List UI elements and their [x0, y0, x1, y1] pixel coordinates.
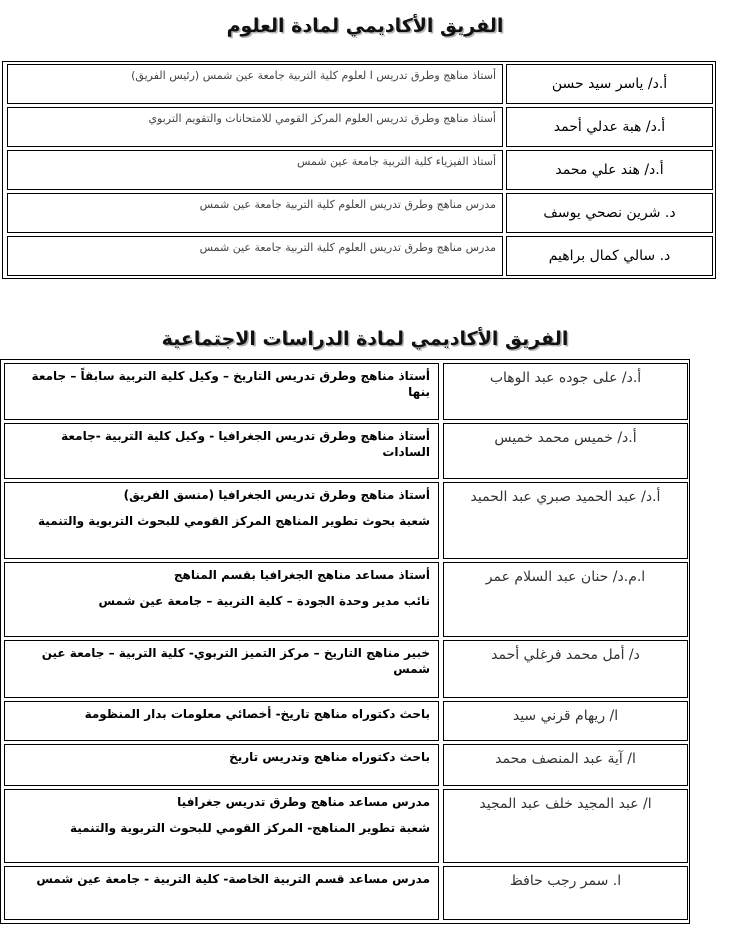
- member-role: [4, 423, 439, 479]
- table-row: [5, 150, 713, 190]
- table-row: [4, 701, 688, 741]
- member-name: أ.د/ ياسر سيد حسن: [506, 64, 713, 104]
- table-row: [5, 107, 713, 147]
- member-role: أستاذ الفيزياء كلية التربية جامعة عين شمس: [7, 150, 503, 190]
- member-name: ا/ آية عبد المنصف محمد: [443, 744, 688, 786]
- member-role: أستاذ مناهج وطرق تدريس ا لعلوم كلية التربية جامعة عين شمس (رئيس الفريق): [7, 64, 503, 104]
- member-role: [4, 562, 439, 637]
- member-name: أ.د/ خميس محمد خميس: [443, 423, 688, 479]
- table-row: [5, 64, 713, 104]
- member-name: ا/ عبد المجيد خلف عبد المجيد: [443, 789, 688, 863]
- table-row: [4, 744, 688, 786]
- table-row: [4, 789, 688, 863]
- member-name: أ.د/ عبد الحميد صبري عبد الحميد: [443, 482, 688, 559]
- table-row: [4, 423, 688, 479]
- member-name: ا/ ريهام قرني سيد: [443, 701, 688, 741]
- science-team-table: [2, 61, 716, 279]
- table-row: [4, 640, 688, 698]
- table-row: [4, 482, 688, 559]
- role-line: شعبة تطوير المناهج- المركز القومي للبحوث التربوية والتنمية: [69, 821, 430, 835]
- table-row: [4, 866, 688, 920]
- member-name: أ.د/ هند علي محمد: [506, 150, 713, 190]
- member-role: أستاذ مناهج وطرق تدريس العلوم المركز القومي للامتحانات والتقويم التربوي: [7, 107, 503, 147]
- member-role: [4, 482, 439, 559]
- role-line: مدرس مساعد مناهج وطرق تدريس جغرافيا: [177, 795, 430, 809]
- member-name: ا. سمر رجب حافظ: [443, 866, 688, 920]
- table-row: [4, 363, 688, 420]
- member-role: [4, 640, 439, 698]
- member-name: ا.م.د/ حنان عبد السلام عمر: [443, 562, 688, 637]
- science-team-title: الفريق الأكاديمي لمادة العلوم: [226, 15, 504, 37]
- table-row: [4, 562, 688, 637]
- member-name: د/ أمل محمد فرغلي أحمد: [443, 640, 688, 698]
- table-row: [5, 236, 713, 276]
- member-role: [4, 789, 439, 863]
- role-line: باحث دكتوراه مناهج وتدريس تاريخ: [229, 750, 430, 764]
- role-line: أستاذ مساعد مناهج الجغرافيا بقسم المناهج: [173, 568, 430, 582]
- role-line: باحث دكتوراه مناهج تاريخ- أخصائي معلومات بدار المنظومة: [84, 707, 430, 721]
- member-role: [4, 744, 439, 786]
- role-line: أستاذ مناهج وطرق تدريس الجغرافيا (منسق الفريق): [123, 488, 430, 502]
- role-line: نائب مدير وحدة الجودة – كلية التربية – جامعة عين شمس: [98, 594, 430, 608]
- social-studies-team-table: [0, 359, 690, 924]
- role-line: مدرس مساعد قسم التربية الخاصة- كلية التربية - جامعة عين شمس: [36, 872, 430, 886]
- member-name: د. سالي كمال براهيم: [506, 236, 713, 276]
- role-line: أستاذ مناهج وطرق تدريس الجغرافيا - وكيل كلية التربية -جامعة السادات: [61, 429, 430, 459]
- member-name: أ.د/ على جوده عبد الوهاب: [443, 363, 688, 420]
- member-role: [4, 363, 439, 420]
- member-name: د. شرين نصحي يوسف: [506, 193, 713, 233]
- role-line: خبير مناهج التاريخ – مركز التميز التربوي- كلية التربية – جامعة عين شمس: [41, 646, 430, 676]
- member-role: [4, 701, 439, 741]
- member-role: مدرس مناهج وطرق تدريس العلوم كلية التربية جامعة عين شمس: [7, 193, 503, 233]
- member-name: أ.د/ هبة عدلي أحمد: [506, 107, 713, 147]
- member-role: [4, 866, 439, 920]
- social-studies-team-title: الفريق الأكاديمي لمادة الدراسات الاجتماعية: [161, 328, 569, 350]
- member-role: مدرس مناهج وطرق تدريس العلوم كلية التربية جامعة عين شمس: [7, 236, 503, 276]
- role-line: شعبة بحوث تطوير المناهج المركز القومي للبحوث التربوية والتنمية: [38, 514, 430, 528]
- table-row: [5, 193, 713, 233]
- role-line: أستاذ مناهج وطرق تدريس التاريخ – وكيل كلية التربية سابقاً – جامعة بنها: [31, 369, 430, 399]
